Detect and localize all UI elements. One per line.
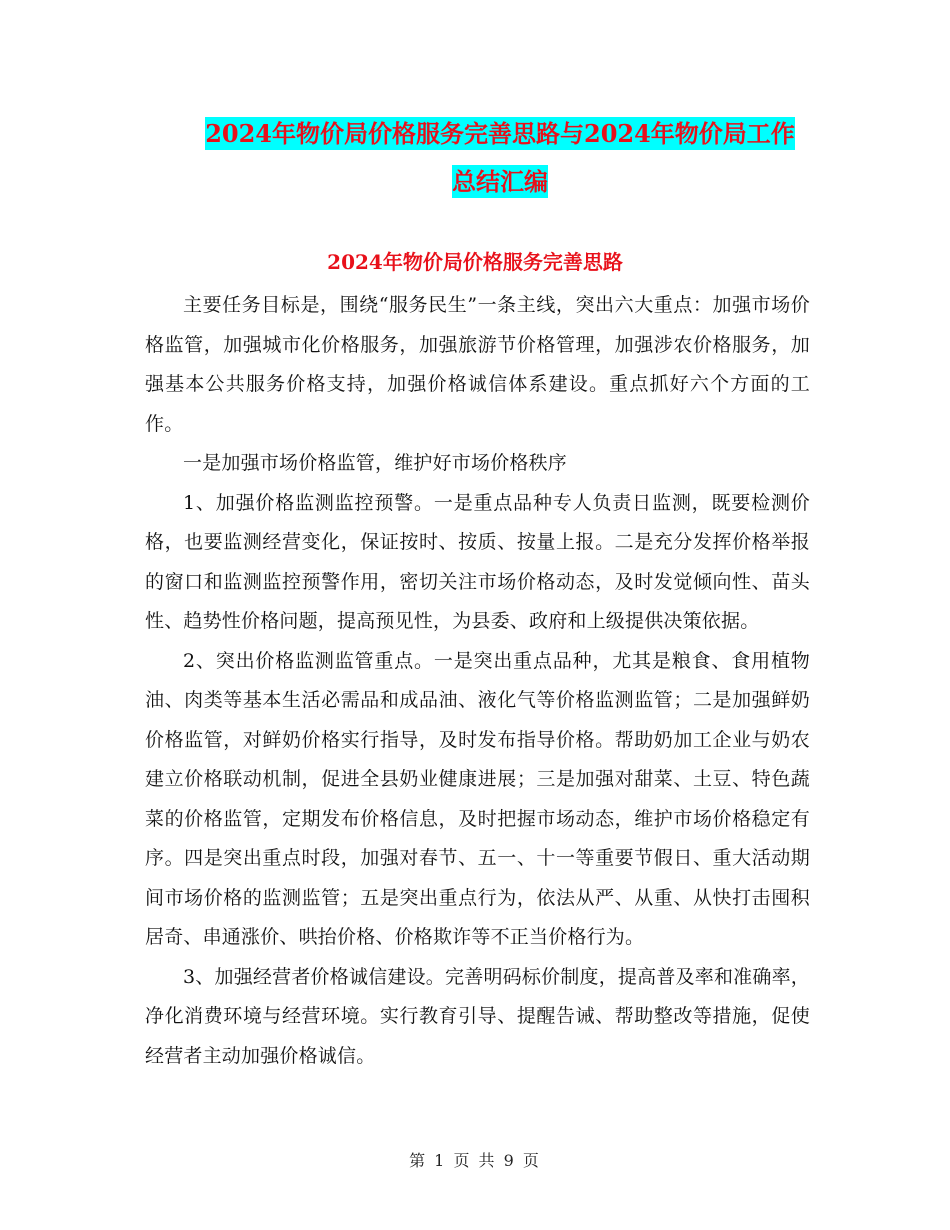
section-title: 2024年物价局价格服务完善思路	[327, 250, 623, 274]
page-footer: 第 1 页 共 9 页	[409, 1151, 541, 1170]
paragraph-heading-1: 一是加强市场价格监管，维护好市场价格秩序	[183, 452, 568, 474]
document-title	[140, 110, 860, 206]
document-title-line2: 总结汇编	[452, 167, 548, 196]
paragraph-item-1: 1、加强价格监测监控预警。一是重点品种专人负责日监测，既要检测价格，也要监测经营变化，保证按时、按质、按量上报。二是充分发挥价格举报的窗口和监测监控预警作用，密切关注市场价格动态，及时发觉倾向性、苗头性、趋势性价格问题，提高预见性，为县委、政府和上级提供决策依据。	[145, 491, 810, 632]
paragraph-item-2: 2、突出价格监测监管重点。一是突出重点品种，尤其是粮食、食用植物油、肉类等基本生活必需品和成品油、液化气等价格监测监管；二是加强鲜奶价格监管，对鲜奶价格实行指导，及时发布指导价格。帮助奶加工企业与奶农建立价格联动机制，促进全县奶业健康进展；三是加强对甜菜、土豆、特色蔬菜的价格监管，定期发布价格信息，及时把握市场动态，维护市场价格稳定有序。四是突出重点时段，加强对春节、五一、十一等重要节假日、重大活动期间市场价格的监测监管；五是突出重点行为，依法从严、从重、从快打击囤积居奇、串通涨价、哄抬价格、价格欺诈等不正当价格行为。	[145, 649, 810, 948]
paragraph-intro: 主要任务目标是，围绕“服务民生”一条主线，突出六大重点：加强市场价格监管，加强城市化价格服务，加强旅游节价格管理，加强涉农价格服务，加强基本公共服务价格支持，加强价格诚信体系建设。重点抓好六个方面的工作。	[145, 294, 810, 435]
paragraph-item-3: 3、加强经营者价格诚信建设。完善明码标价制度，提高普及率和准确率，净化消费环境与经营环境。实行教育引导、提醒告诫、帮助整改等措施，促使经营者主动加强价格诚信。	[145, 965, 810, 1067]
document-body	[145, 286, 810, 1076]
document-title-line1: 2024年物价局价格服务完善思路与2024年物价局工作	[205, 119, 795, 148]
